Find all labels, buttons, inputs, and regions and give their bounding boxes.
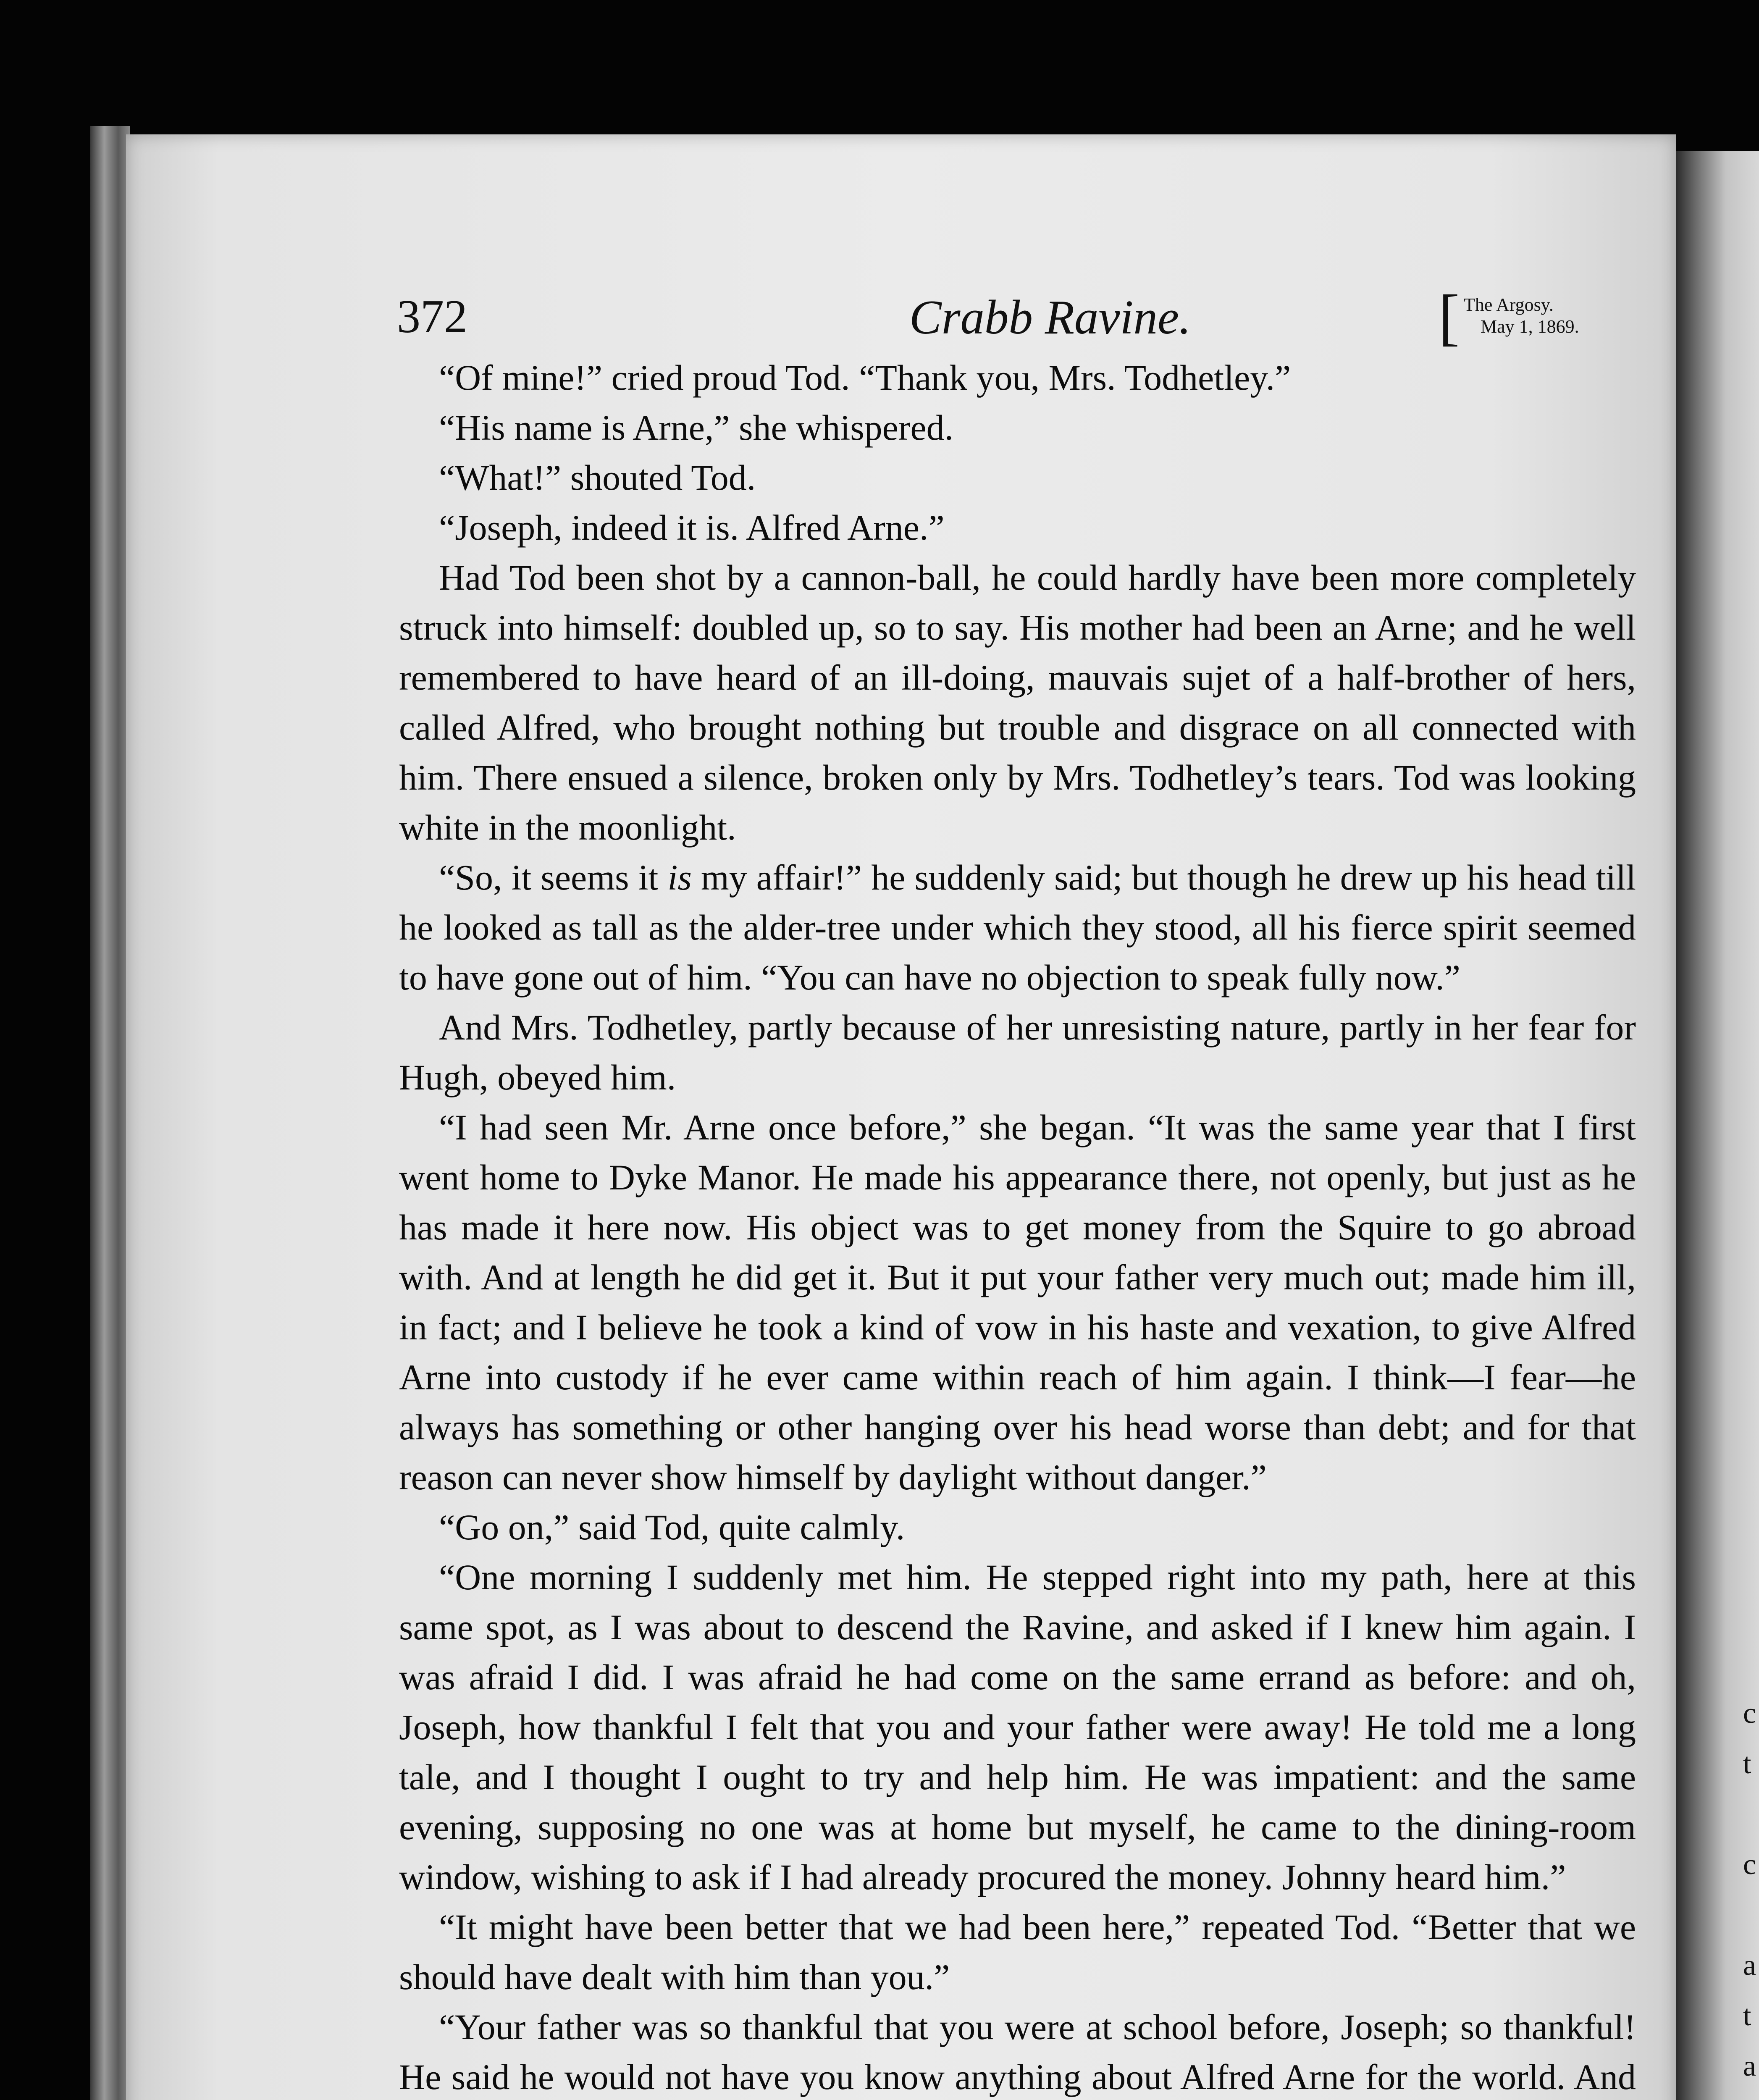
paragraph-text: “What!” shouted Tod. xyxy=(439,457,756,498)
facing-letter xyxy=(1743,1789,1759,1840)
paragraph-text: “Of mine!” cried proud Tod. “Thank you, Mrs. Todhetley.” xyxy=(439,357,1291,398)
book-spine xyxy=(90,126,130,2100)
paragraph-text: “I had seen Mr. Arne once before,” she began. “It was the same year that I first went home to Dyke Manor. He made his appearance there, not openly, but just as he has made it here now. His object was to get money from the Squire to go abroad with. And at length he did get it. But it put your father very much out; made him ill, in fact; and I believe he took a kind of vow in his haste and vexation, to give Alfred Arne into custody if he ever came within reach of him again. I think—I fear—he always has something or other hanging over his head worse than debt; and for that reason can never show himself by daylight without danger.” xyxy=(399,1107,1636,1497)
paragraph xyxy=(399,1502,1636,1552)
paragraph-text: “Your father was so thankful that you were at school before, Joseph; so thankful! He said he would not have you know anything about Alfred Arne for the world. And xyxy=(399,2007,1636,2097)
paragraph-text: “One morning I suddenly met him. He stepped right into my path, here at this same spot, as I was about to descend the Ravine, and asked if I knew him again. I was afraid I did. I was afraid he had come on the same errand as before: and oh, Joseph, how thankful I felt that you and your father were away! He told me a long tale, and I thought I ought to try and help him. He was impatient: and the same evening, supposing no one was at home but myself, he came to the dining-room window, wishing to ask if I had already procured the money. Johnny heard him.” xyxy=(399,1557,1636,1897)
header-publication-ref xyxy=(1464,294,1579,338)
header-bracket: [ xyxy=(1439,282,1460,352)
page-number: 372 xyxy=(397,291,467,343)
paragraph xyxy=(399,353,1636,403)
paragraph xyxy=(399,1552,1636,1902)
paragraph-text: “Joseph, indeed it is. Alfred Arne.” xyxy=(439,507,945,548)
paragraph xyxy=(399,453,1636,503)
facing-letter: c xyxy=(1743,1697,1756,1730)
page-header xyxy=(397,282,1633,352)
paragraph xyxy=(399,403,1636,453)
header-date: May 1, 1869. xyxy=(1481,316,1579,337)
running-title: Crabb Ravine. xyxy=(909,291,1191,344)
header-publication: The Argosy. xyxy=(1464,294,1554,315)
facing-letter: t xyxy=(1743,1748,1751,1780)
paragraph xyxy=(399,853,1636,1003)
body-text xyxy=(399,353,1636,2100)
facing-letter xyxy=(1743,1890,1759,1940)
paragraph-text: “It might have been better that we had been here,” repeated Tod. “Better that we should have dealt with him than you.” xyxy=(399,1907,1636,1997)
paragraph xyxy=(399,2002,1636,2100)
paragraph-text: “His name is Arne,” she whispered. xyxy=(439,407,954,448)
paragraph-text: And Mrs. Todhetley, partly because of her unresisting nature, partly in her fear for Hugh, obeyed him. xyxy=(399,1007,1636,1097)
paragraph xyxy=(399,1902,1636,2002)
paragraph xyxy=(399,503,1636,553)
facing-letter: t xyxy=(1743,2000,1751,2032)
paragraph-text: “So, it seems it xyxy=(439,857,668,898)
paragraph-text: my affair!” he suddenly said; but though he drew up his head till he looked as tall as the alder-tree under which they stood, all his fierce spirit seemed to have gone out of him. “You can have no objection to speak fully now.” xyxy=(399,857,1636,998)
paragraph-text: “Go on,” said Tod, quite calmly. xyxy=(439,1507,905,1547)
facing-letter: c xyxy=(1743,1848,1756,1881)
facing-letter: a xyxy=(1743,2050,1756,2082)
facing-letter: a xyxy=(1743,1949,1756,1982)
facing-page-letters xyxy=(1743,1688,1759,2092)
emphasis: is xyxy=(667,857,692,898)
paragraph xyxy=(399,553,1636,853)
paragraph-text: Had Tod been shot by a cannon-ball, he could hardly have been more completely struck into himself: doubled up, so to say. His mother had been an Arne; and he well remembered to have heard of an ill-doing, mauvais sujet of a half-brother of hers, called Alfred, who brought nothing but trouble and disgrace on all connected with him. There ensued a silence, broken only by Mrs. Todhetley’s tears. Tod was looking white in the moonlight. xyxy=(399,557,1636,848)
paragraph xyxy=(399,1102,1636,1502)
paragraph xyxy=(399,1003,1636,1102)
